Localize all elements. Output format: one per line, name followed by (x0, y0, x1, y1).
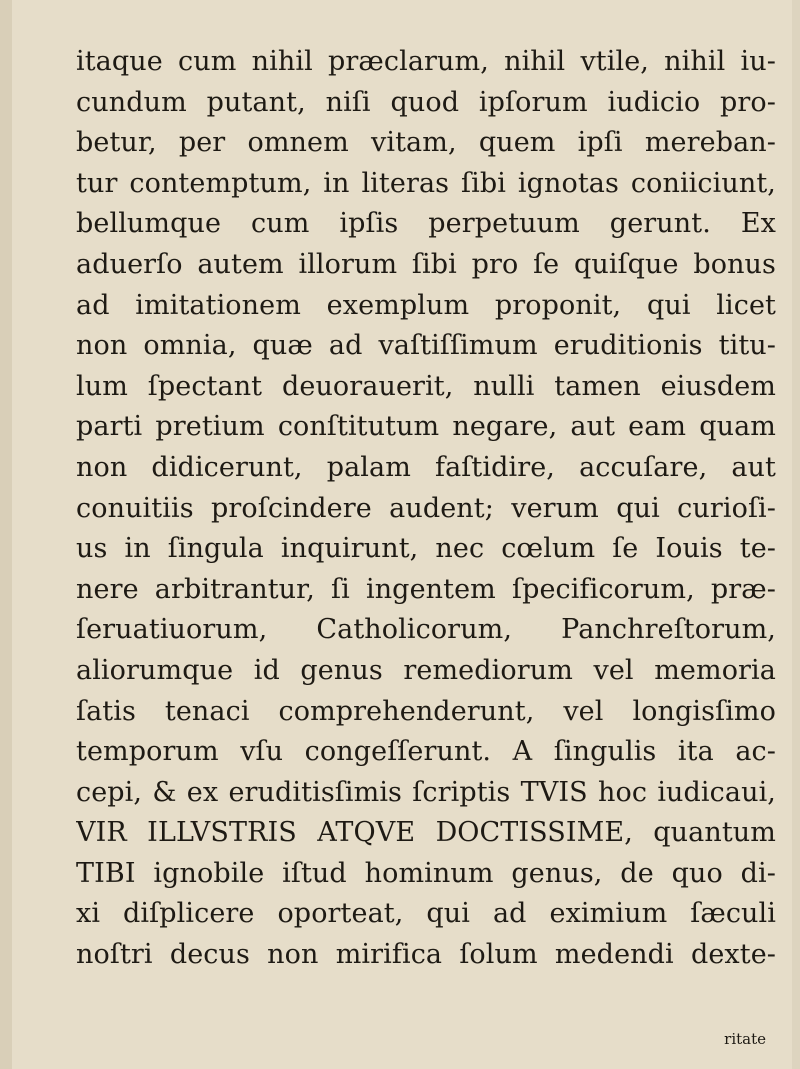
text-line: us in ſingula inquirunt, nec cœlum ſe Iouis te- (76, 533, 776, 565)
text-line: aliorumque id genus remediorum vel memoria (76, 654, 776, 686)
text-line: tur contemptum, in literas ſibi ignotas coniiciunt, (76, 167, 776, 199)
text-line: VIR ILLVSTRIS ATQVE DOCTISSIME, quantum (76, 817, 776, 849)
text-line: temporum vſu congeſſerunt. A ſingulis ita ac- (76, 736, 776, 768)
text-line: itaque cum nihil præclarum, nihil vtile, nihil iu- (76, 46, 776, 77)
text-line: ad imitationem exemplum proponit, qui licet (76, 289, 776, 321)
text-line: cepi, & ex eruditisſimis ſcriptis TVIS hoc iudicaui, (76, 776, 776, 808)
text-line: ſatis tenaci comprehenderunt, vel longisſimo (76, 695, 776, 727)
text-line: non didicerunt, palam faſtidire, accuſare, aut (76, 451, 776, 483)
text-line: TIBI ignobile iſtud hominum genus, de quo di- (76, 857, 776, 889)
catchword: ritate (724, 1030, 766, 1048)
text-line: lum ſpectant deuorauerit, nulli tamen eiusdem (76, 370, 776, 402)
text-line: bellumque cum ipſis perpetuum gerunt. Ex (76, 208, 776, 240)
text-line: aduerſo autem illorum ſibi pro ſe quiſque bonus (76, 248, 776, 280)
text-line: cundum putant, niſi quod ipſorum iudicio pro- (76, 86, 776, 118)
page-edge-left (0, 0, 12, 1069)
text-line: parti pretium conſtitutum negare, aut eam quam (76, 411, 776, 443)
page-edge-right (792, 0, 800, 1069)
text-line: nere arbitrantur, ſi ingentem ſpecificorum, præ- (76, 573, 776, 605)
text-line: betur, per omnem vitam, quem ipſi mereban- (76, 127, 776, 159)
text-line: ſeruatiuorum, Catholicorum, Panchreſtorum, (76, 614, 776, 646)
text-line: noſtri decus non mirifica ſolum medendi dexte- (76, 939, 776, 971)
text-line: conuitiis proſcindere audent; verum qui curioſi- (76, 492, 776, 524)
body-text (76, 42, 776, 976)
text-line: non omnia, quæ ad vaſtiſſimum eruditionis titu- (76, 330, 776, 362)
text-line: xi diſplicere oporteat, qui ad eximium ſæculi (76, 898, 776, 930)
